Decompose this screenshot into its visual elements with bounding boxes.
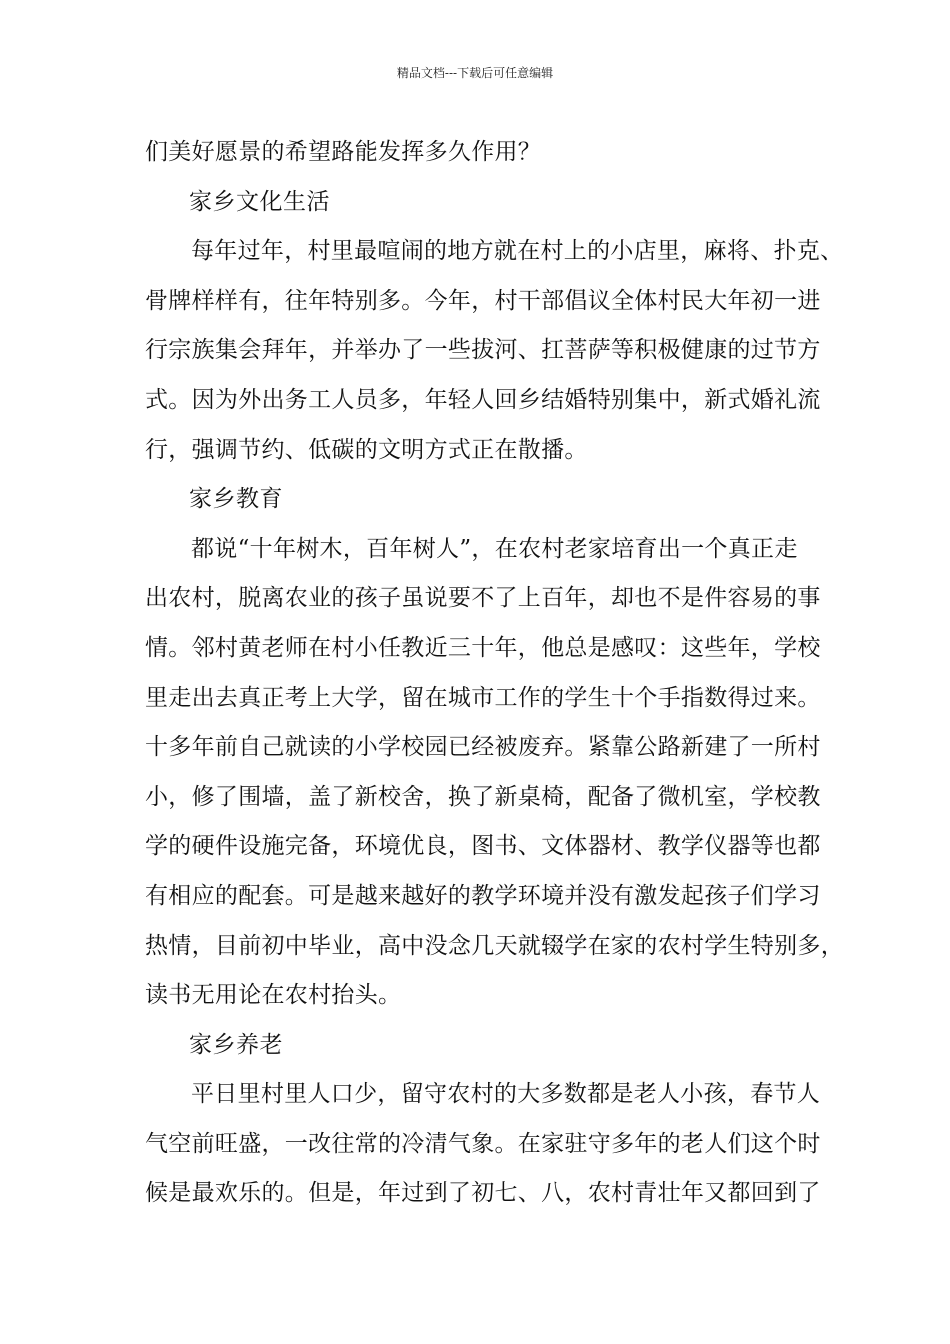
- text-line: 学的硬件设施完备，环境优良，图书、文体器材、教学仪器等也都: [145, 833, 821, 860]
- text-line: 候是最欢乐的。但是，年过到了初七、八，农村青壮年又都回到了: [145, 1180, 821, 1207]
- text-line: 骨牌样样有，往年特别多。今年，村干部倡议全体村民大年初一进: [145, 287, 821, 314]
- text-line: 有相应的配套。可是越来越好的教学环境并没有激发起孩子们学习: [145, 882, 821, 909]
- text-line: 都说“十年树木，百年树人”，在农村老家培育出一个真正走: [191, 535, 798, 562]
- text-line: 们美好愿景的希望路能发挥多久作用？: [145, 139, 542, 165]
- text-line: 出农村，脱离农业的孩子虽说要不了上百年，却也不是件容易的事: [145, 585, 821, 612]
- section-heading-culture: 家乡文化生活: [189, 188, 330, 215]
- section-heading-education: 家乡教育: [189, 486, 283, 513]
- text-line: 里走出去真正考上大学，留在城市工作的学生十个手指数得过来。: [145, 684, 821, 711]
- text-line: 每年过年，村里最喧闹的地方就在村上的小店里，麻将、扑克、: [191, 238, 844, 265]
- text-line: 式。因为外出务工人员多，年轻人回乡结婚特别集中，新式婚礼流: [145, 386, 821, 413]
- page-header: 精品文档---下载后可任意编辑: [396, 66, 554, 80]
- text-line: 十多年前自己就读的小学校园已经被废弃。紧靠公路新建了一所村: [145, 734, 821, 761]
- text-line: 行宗族集会拜年，并举办了一些拔河、扛菩萨等积极健康的过节方: [145, 337, 821, 364]
- text-line: 情。邻村黄老师在村小任教近三十年，他总是感叹：这些年，学校: [145, 634, 821, 661]
- text-line: 行，强调节约、低碳的文明方式正在散播。: [145, 436, 588, 463]
- text-line: 小，修了围墙，盖了新校舍，换了新桌椅，配备了微机室，学校教: [145, 783, 821, 810]
- text-line: 平日里村里人口少，留守农村的大多数都是老人小孩，春节人: [191, 1081, 821, 1108]
- document-body: [145, 128, 844, 1219]
- text-line: 读书无用论在农村抬头。: [145, 982, 402, 1009]
- text-line: 热情，目前初中毕业，高中没念几天就辍学在家的农村学生特别多，: [145, 932, 844, 959]
- section-heading-elderly-care: 家乡养老: [189, 1031, 283, 1058]
- text-line: 气空前旺盛，一改往常的冷清气象。在家驻守多年的老人们这个时: [145, 1130, 821, 1157]
